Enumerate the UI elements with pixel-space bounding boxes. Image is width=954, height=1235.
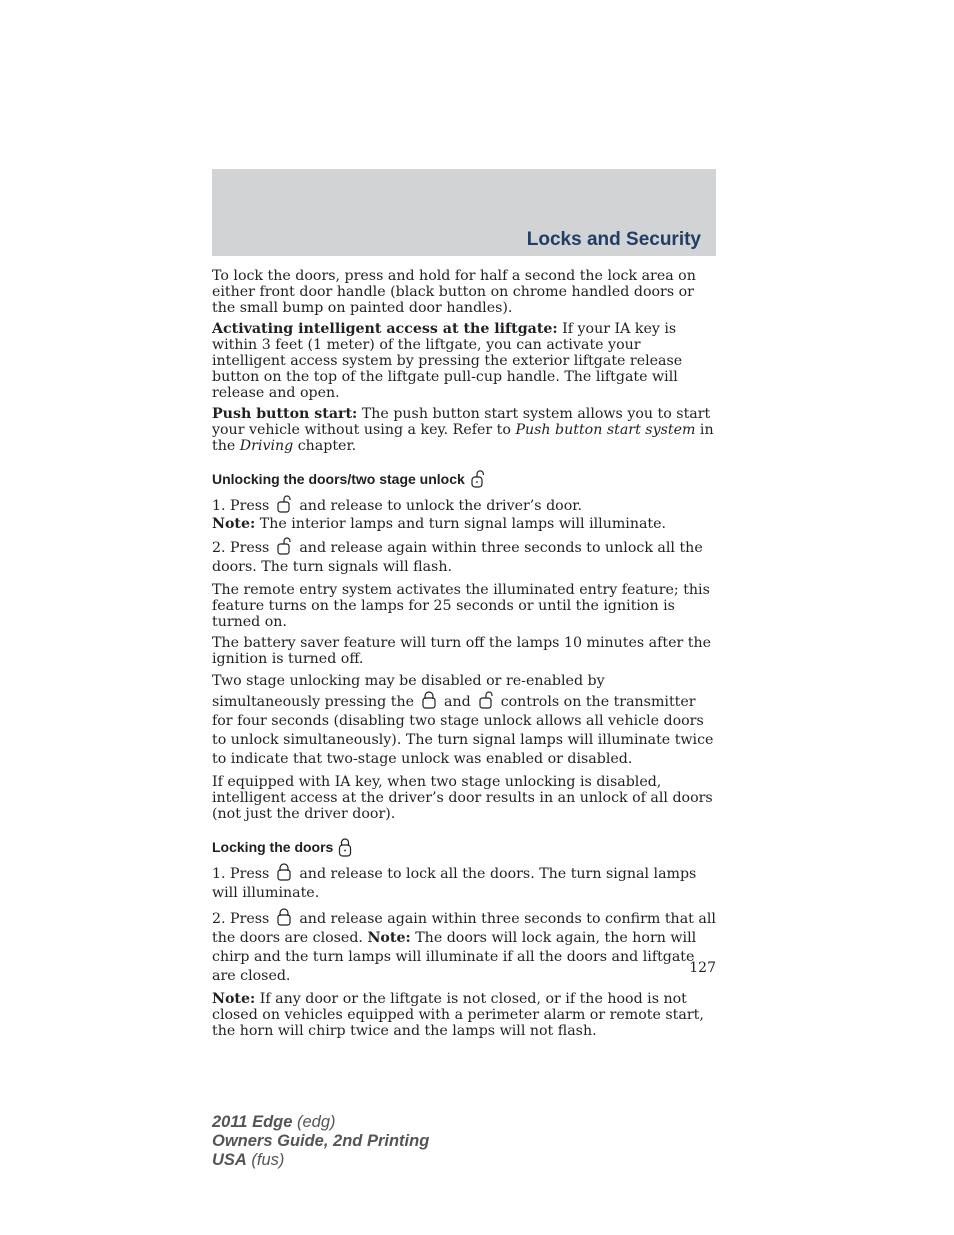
padlock-closed-icon bbox=[420, 691, 438, 709]
lock-step-1-text: and release to lock all the doors. The turn signal lamps will illuminate. bbox=[212, 866, 697, 901]
unlocking-heading-text: Unlocking the doors/two stage unlock bbox=[212, 471, 465, 487]
unlocking-heading bbox=[212, 469, 716, 489]
padlock-closed-icon bbox=[337, 837, 353, 857]
push-button-start-text: The push button start system allows you to start your vehicle without using a key. Refer to bbox=[212, 406, 711, 438]
intelligent-access-text: If your IA key is within 3 feet (1 meter) of the liftgate, you can activate your intelligent access system by pressing the exterior liftgate release button on the top of the liftgate pull-cup handle. The liftgate will release and open. bbox=[212, 321, 683, 401]
footer-market-code: (fus) bbox=[246, 1151, 285, 1169]
push-button-start-paragraph bbox=[212, 406, 716, 454]
unlock-note-1-text: The interior lamps and turn signal lamps will illuminate. bbox=[255, 516, 667, 532]
note-label: Note: bbox=[212, 516, 256, 532]
padlock-open-icon bbox=[469, 469, 485, 489]
unlock-step-1 bbox=[212, 495, 716, 516]
locking-heading-text: Locking the doors bbox=[212, 839, 334, 855]
final-note-text: If any door or the liftgate is not closed, or if the hood is not closed on vehicles equipped with a perimeter alarm or remote start, the horn will chirp twice and the lamps will not flash. bbox=[212, 991, 704, 1039]
chapter-title: Locks and Security bbox=[526, 229, 701, 250]
two-stage-text-a: Two stage unlocking may be disabled or re-enabled by simultaneously pressing the bbox=[212, 673, 605, 710]
chapter-header-band bbox=[212, 169, 716, 256]
lock-step-1-prefix: 1. Press bbox=[212, 866, 270, 882]
intro-lock-paragraph: To lock the doors, press and hold for half a second the lock area on either front door handle (black button on chrome handled doors or the small bump on painted door handles). bbox=[212, 268, 696, 316]
unlock-step-2-prefix: 2. Press bbox=[212, 540, 270, 556]
lock-step-2 bbox=[212, 908, 716, 986]
lock-step-2-note: The doors will lock again, the horn will chirp and the turn lamps will illuminate if all the doors and liftgate are closed. bbox=[212, 930, 697, 984]
padlock-open-icon bbox=[275, 537, 293, 555]
lock-step-2-prefix: 2. Press bbox=[212, 911, 270, 927]
unlock-step-1-prefix: 1. Press bbox=[212, 498, 270, 514]
footer bbox=[212, 1113, 429, 1170]
intelligent-access-paragraph bbox=[212, 321, 716, 401]
padlock-closed-icon bbox=[275, 908, 293, 926]
footer-line-3 bbox=[212, 1151, 429, 1170]
padlock-closed-icon bbox=[275, 863, 293, 881]
two-stage-paragraph bbox=[212, 672, 716, 769]
footer-line-2 bbox=[212, 1132, 429, 1151]
padlock-open-icon bbox=[477, 691, 495, 709]
note-label: Note: bbox=[367, 930, 411, 946]
padlock-open-icon bbox=[275, 495, 293, 513]
remote-entry-paragraph: The remote entry system activates the illuminated entry feature; this feature turns on the lamps for 25 seconds or until the ignition is turned on. bbox=[212, 582, 710, 630]
battery-saver-paragraph: The battery saver feature will turn off the lamps 10 minutes after the ignition is turned off. bbox=[212, 635, 712, 667]
push-button-start-reference: Push button start system bbox=[515, 422, 696, 438]
unlock-note-1 bbox=[212, 516, 716, 532]
lock-step-2-text: and release again within three seconds to confirm that all the doors are closed. bbox=[212, 911, 716, 946]
unlock-step-1-text: and release to unlock the driver’s door. bbox=[299, 498, 582, 514]
footer-model: 2011 Edge bbox=[212, 1113, 293, 1131]
page-content bbox=[212, 268, 716, 1044]
locking-heading bbox=[212, 837, 716, 857]
driving-chapter-reference: Driving bbox=[239, 438, 294, 454]
unlock-step-2 bbox=[212, 537, 716, 577]
two-stage-and: and bbox=[444, 694, 471, 710]
footer-printing: Owners Guide, 2nd Printing bbox=[212, 1132, 430, 1150]
final-note-paragraph bbox=[212, 991, 716, 1039]
page-number: 127 bbox=[689, 960, 716, 976]
push-button-start-text-2: in the bbox=[212, 422, 714, 454]
push-button-start-text-3: chapter. bbox=[293, 438, 357, 454]
footer-market: USA bbox=[212, 1151, 247, 1169]
two-stage-text-b: controls on the transmitter for four seconds (disabling two stage unlock allows all vehicle doors to unlock simultaneously). The turn signal lamps will illuminate twice to indicate that two-stage unlock was enabled or disabled. bbox=[212, 694, 714, 767]
push-button-start-label: Push button start: bbox=[212, 406, 358, 422]
ia-key-paragraph: If equipped with IA key, when two stage unlocking is disabled, intelligent access at the driver’s door results in an unlock of all doors (not just the driver door). bbox=[212, 774, 713, 822]
unlock-step-2-text: and release again within three seconds to unlock all the doors. The turn signals will flash. bbox=[212, 540, 703, 575]
intelligent-access-label: Activating intelligent access at the liftgate: bbox=[212, 321, 558, 337]
lock-step-1 bbox=[212, 863, 716, 903]
note-label: Note: bbox=[212, 991, 256, 1007]
footer-line-1 bbox=[212, 1113, 429, 1132]
footer-model-code: (edg) bbox=[292, 1113, 336, 1131]
